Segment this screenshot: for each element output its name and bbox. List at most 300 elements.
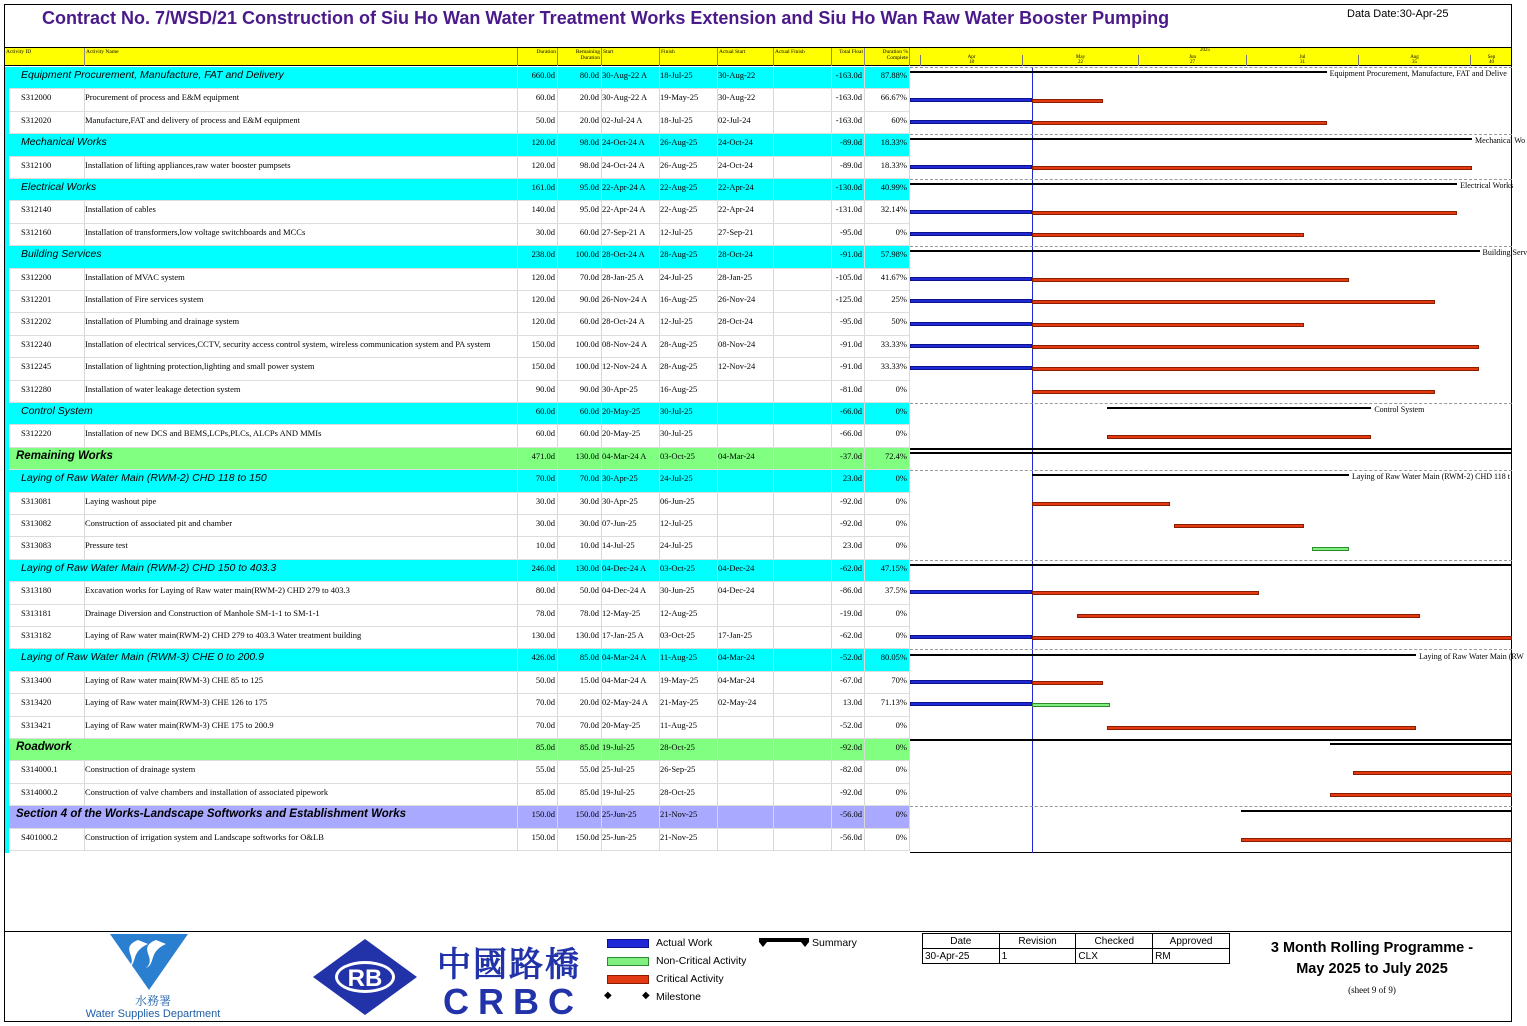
cell-rem: 95.0d [558, 201, 602, 223]
legend-critical-swatch [607, 975, 649, 984]
gantt-bar-critical[interactable] [1032, 211, 1457, 215]
cell-start: 25-Jun-25 [602, 829, 660, 851]
cell-rem: 85.0d [558, 784, 602, 806]
group-row[interactable] [5, 67, 910, 89]
cell-id: S313181 [21, 605, 85, 627]
cell-id: S312220 [21, 425, 85, 447]
month-jun: Jun 27 [1138, 55, 1246, 66]
cell-name: Installation of lightning protection,lighting and small power system [85, 358, 518, 380]
gantt-bar-critical[interactable] [1330, 793, 1512, 797]
activity-row[interactable] [5, 89, 910, 111]
gantt-bar-critical[interactable] [1174, 524, 1305, 528]
col-activity-id[interactable]: Activity ID [5, 48, 85, 66]
cell-id: S312280 [21, 381, 85, 403]
activity-row[interactable] [5, 381, 910, 403]
cell-af [774, 179, 832, 201]
cell-af [774, 784, 832, 806]
cell-tf: -163.0d [832, 67, 865, 89]
cell-as [718, 493, 774, 515]
activity-row[interactable] [5, 269, 910, 291]
activity-row[interactable] [5, 582, 910, 604]
month-apr: Apr 18 [920, 55, 1022, 66]
gantt-bar-actual[interactable] [910, 635, 1032, 639]
cell-as: 24-Oct-24 [718, 157, 774, 179]
group-row[interactable] [5, 448, 910, 470]
cell-as [718, 784, 774, 806]
cell-af [774, 493, 832, 515]
activity-row[interactable] [5, 672, 910, 694]
table-header [5, 47, 910, 66]
cell-af [774, 515, 832, 537]
cell-tf: -66.0d [832, 403, 865, 425]
gantt-bar-critical[interactable] [1032, 345, 1480, 349]
cell-finish: 19-May-25 [660, 89, 718, 111]
col-start[interactable]: Start [602, 48, 660, 66]
gantt-bar-critical[interactable] [1241, 838, 1512, 842]
cell-name: Construction of drainage system [85, 761, 518, 783]
wsd-emblem-icon [78, 934, 228, 992]
gantt-summary-label: Equipment Procurement, Manufacture, FAT and Delive [1329, 69, 1507, 79]
cell-dur: 150.0d [518, 829, 558, 851]
cell-finish: 18-Jul-25 [660, 67, 718, 89]
cell-tf: -95.0d [832, 313, 865, 335]
cell-start: 20-May-25 [602, 403, 660, 425]
gantt-bar-actual[interactable] [910, 366, 1032, 370]
activity-row[interactable] [5, 694, 910, 716]
cell-id: S313083 [21, 537, 85, 559]
cell-rem: 10.0d [558, 537, 602, 559]
cell-rem: 80.0d [558, 67, 602, 89]
gantt-summary-bar[interactable] [910, 452, 1512, 454]
cell-start: 28-Oct-24 A [602, 313, 660, 335]
gantt-grid-line [910, 246, 1512, 247]
activity-row[interactable] [5, 784, 910, 806]
cell-id: S312240 [21, 336, 85, 358]
sheet-number: (sheet 9 of 9) [1348, 985, 1396, 995]
cell-pc: 60% [865, 112, 910, 134]
gantt-bar-actual[interactable] [910, 120, 1032, 124]
cell-start: 30-Apr-25 [602, 493, 660, 515]
cell-start: 24-Oct-24 A [602, 157, 660, 179]
cell-rem: 60.0d [558, 224, 602, 246]
cell-rem: 130.0d [558, 560, 602, 582]
cell-id: S312202 [21, 313, 85, 335]
cell-pc: 66.67% [865, 89, 910, 111]
gantt-bar-critical[interactable] [1032, 121, 1327, 125]
gantt-bar-critical[interactable] [1032, 636, 1512, 640]
activity-row[interactable] [5, 761, 910, 783]
col-pct-complete[interactable]: Duration % Complete [865, 48, 910, 66]
cell-start: 20-May-25 [602, 717, 660, 739]
group-row[interactable] [5, 649, 910, 671]
cell-pc: 71.13% [865, 694, 910, 716]
cell-name: Control System [21, 403, 518, 425]
cell-finish: 12-Jul-25 [660, 224, 718, 246]
cell-start: 19-Jul-25 [602, 739, 660, 761]
activity-row[interactable] [5, 493, 910, 515]
cell-id: S314000.2 [21, 784, 85, 806]
cell-name: Laying of Raw water main(RWM-3) CHE 175 to 200.9 [85, 717, 518, 739]
gantt-bar-critical[interactable] [1032, 367, 1480, 371]
cell-af [774, 201, 832, 223]
gantt-bar-critical[interactable] [1032, 323, 1304, 327]
wsd-english-name: Water Supplies Department [85, 1008, 221, 1020]
col-duration[interactable]: Duration [518, 48, 558, 66]
activity-row[interactable] [5, 425, 910, 447]
cell-af [774, 403, 832, 425]
cell-id: S313081 [21, 493, 85, 515]
cell-af [774, 829, 832, 851]
cell-as: 12-Nov-24 [718, 358, 774, 380]
gantt-bar-actual[interactable] [910, 322, 1032, 326]
gantt-bar-actual[interactable] [910, 702, 1032, 706]
cell-start: 27-Sep-21 A [602, 224, 660, 246]
gantt-summary-bar[interactable] [910, 654, 1416, 656]
cell-finish: 22-Aug-25 [660, 201, 718, 223]
gantt-summary-label: Mechanical Wo [1475, 136, 1526, 146]
col-total-float[interactable]: Total Float [832, 48, 865, 66]
cell-name: Roadwork [16, 739, 518, 761]
gantt-summary-bar[interactable] [1241, 810, 1512, 812]
activity-row[interactable] [5, 201, 910, 223]
cell-as: 28-Jan-25 [718, 269, 774, 291]
gantt-bar-critical[interactable] [1032, 300, 1435, 304]
gantt-bar-critical[interactable] [1032, 278, 1349, 282]
cell-finish: 26-Sep-25 [660, 761, 718, 783]
cell-finish: 26-Aug-25 [660, 157, 718, 179]
gantt-grid-line [910, 403, 1512, 404]
gantt-bar-noncritical[interactable] [1312, 547, 1349, 551]
cell-tf: -56.0d [832, 829, 865, 851]
cell-af [774, 605, 832, 627]
col-finish[interactable]: Finish [660, 48, 718, 66]
cell-rem: 78.0d [558, 605, 602, 627]
activity-row[interactable] [5, 829, 910, 851]
cell-af [774, 717, 832, 739]
gantt-bar-critical[interactable] [1077, 614, 1420, 618]
legend-actual: Actual Work [656, 937, 713, 949]
cell-dur: 150.0d [518, 336, 558, 358]
cell-tf: -92.0d [832, 515, 865, 537]
cell-pc: 0% [865, 470, 910, 492]
col-activity-name[interactable]: Activity Name [85, 48, 518, 66]
gantt-bar-actual[interactable] [910, 210, 1032, 214]
cell-id: S401000.2 [21, 829, 85, 851]
legend-summary-icon [759, 938, 809, 948]
cell-dur: 50.0d [518, 112, 558, 134]
cell-finish: 16-Aug-25 [660, 291, 718, 313]
cell-af [774, 291, 832, 313]
cell-dur: 120.0d [518, 157, 558, 179]
activity-row[interactable] [5, 112, 910, 134]
cell-tf: -89.0d [832, 134, 865, 156]
activity-row[interactable] [5, 537, 910, 559]
gantt-bar-critical[interactable] [1032, 99, 1103, 103]
cell-as: 30-Aug-22 [718, 67, 774, 89]
cell-dur: 70.0d [518, 470, 558, 492]
col-actual-start[interactable]: Actual Start [718, 48, 774, 66]
cell-rem: 60.0d [558, 403, 602, 425]
cell-tf: -92.0d [832, 739, 865, 761]
cell-dur: 60.0d [518, 89, 558, 111]
cell-rem: 70.0d [558, 269, 602, 291]
cell-rem: 60.0d [558, 425, 602, 447]
cell-pc: 0% [865, 515, 910, 537]
gantt-summary-label: Laying of Raw Water Main (RW [1419, 651, 1524, 661]
cell-tf: -92.0d [832, 493, 865, 515]
gantt-bar-noncritical[interactable] [1032, 703, 1110, 707]
cell-start: 22-Apr-24 A [602, 201, 660, 223]
gantt-summary-bar[interactable] [910, 71, 1327, 73]
col-remaining[interactable]: Remaining Duration [558, 48, 602, 66]
cell-finish: 21-Nov-25 [660, 806, 718, 828]
gantt-summary-bar[interactable] [910, 564, 1512, 566]
legend-milestone: Milestone [656, 991, 701, 1003]
gantt-bar-actual[interactable] [910, 680, 1032, 684]
cell-name: Manufacture,FAT and delivery of process and E&M equipment [85, 112, 518, 134]
year-label: 2025 [1200, 48, 1210, 53]
cell-start: 30-Apr-25 [602, 381, 660, 403]
group-row[interactable] [5, 246, 910, 268]
activity-row[interactable] [5, 313, 910, 335]
cell-name: Laying of Raw Water Main (RWM-2) CHD 150 to 403.3 [21, 560, 518, 582]
cell-as [718, 761, 774, 783]
cell-pc: 33.33% [865, 336, 910, 358]
gantt-bar-critical[interactable] [1032, 591, 1260, 595]
gantt-summary-bar[interactable] [910, 138, 1472, 140]
cell-dur: 660.0d [518, 67, 558, 89]
gantt-grid-line [910, 179, 1512, 180]
activity-row[interactable] [5, 627, 910, 649]
gantt-summary-bar[interactable] [1032, 474, 1349, 476]
cell-start: 22-Apr-24 A [602, 179, 660, 201]
cell-af [774, 313, 832, 335]
cell-af [774, 448, 832, 470]
cell-pc: 0% [865, 605, 910, 627]
cell-dur: 78.0d [518, 605, 558, 627]
cell-as: 30-Aug-22 [718, 89, 774, 111]
activity-row[interactable] [5, 515, 910, 537]
cell-finish: 24-Jul-25 [660, 269, 718, 291]
cell-as: 04-Mar-24 [718, 672, 774, 694]
gantt-bar-actual[interactable] [910, 277, 1032, 281]
cell-as: 22-Apr-24 [718, 179, 774, 201]
group-row[interactable] [5, 470, 910, 492]
cell-rem: 150.0d [558, 829, 602, 851]
cell-rem: 85.0d [558, 649, 602, 671]
cell-rem: 60.0d [558, 313, 602, 335]
cell-pc: 0% [865, 784, 910, 806]
cell-tf: -91.0d [832, 358, 865, 380]
cell-dur: 30.0d [518, 224, 558, 246]
cell-start: 28-Oct-24 A [602, 246, 660, 268]
cell-af [774, 806, 832, 828]
cell-id: S313420 [21, 694, 85, 716]
gantt-bar-actual[interactable] [910, 344, 1032, 348]
cell-start: 12-May-25 [602, 605, 660, 627]
activity-row[interactable] [5, 291, 910, 313]
gantt-bar-critical[interactable] [1353, 771, 1512, 775]
cell-tf: -62.0d [832, 560, 865, 582]
cell-pc: 18.33% [865, 157, 910, 179]
gantt-bar-critical[interactable] [1032, 502, 1170, 506]
programme-line1: 3 Month Rolling Programme - [1270, 940, 1474, 956]
cell-finish: 28-Aug-25 [660, 336, 718, 358]
rev-checked: CLX [1076, 949, 1153, 964]
cell-name: Section 4 of the Works-Landscape Softworks and Establishment Works [16, 806, 518, 828]
cell-rem: 70.0d [558, 717, 602, 739]
cell-dur: 60.0d [518, 425, 558, 447]
activity-row[interactable] [5, 157, 910, 179]
cell-as [718, 515, 774, 537]
activity-row[interactable] [5, 336, 910, 358]
cell-pc: 0% [865, 224, 910, 246]
cell-dur: 120.0d [518, 269, 558, 291]
cell-pc: 50% [865, 313, 910, 335]
cell-name: Installation of Fire services system [85, 291, 518, 313]
group-row[interactable] [5, 560, 910, 582]
cell-name: Laying washout pipe [85, 493, 518, 515]
cell-as [718, 739, 774, 761]
cell-tf: -19.0d [832, 605, 865, 627]
cell-finish: 03-Oct-25 [660, 448, 718, 470]
cell-af [774, 336, 832, 358]
cell-start: 25-Jul-25 [602, 761, 660, 783]
cell-tf: -52.0d [832, 717, 865, 739]
cell-dur: 471.0d [518, 448, 558, 470]
cell-pc: 0% [865, 829, 910, 851]
cell-rem: 150.0d [558, 806, 602, 828]
cell-dur: 120.0d [518, 134, 558, 156]
cell-dur: 150.0d [518, 358, 558, 380]
group-row[interactable] [5, 806, 910, 828]
cell-pc: 18.33% [865, 134, 910, 156]
cell-as: 02-May-24 [718, 694, 774, 716]
cell-finish: 28-Aug-25 [660, 246, 718, 268]
cell-tf: -92.0d [832, 784, 865, 806]
cell-tf: -89.0d [832, 157, 865, 179]
cell-pc: 33.33% [865, 358, 910, 380]
cell-tf: -86.0d [832, 582, 865, 604]
cell-name: Construction of irrigation system and Landscape softworks for O&LB [85, 829, 518, 851]
gantt-summary-bar[interactable] [910, 183, 1457, 185]
cell-start: 12-Nov-24 A [602, 358, 660, 380]
cell-start: 14-Jul-25 [602, 537, 660, 559]
legend-milestone-icon-2: ◆ [642, 990, 650, 1001]
rev-approved: RM [1153, 949, 1230, 964]
cell-name: Installation of transformers,low voltage switchboards and MCCs [85, 224, 518, 246]
activity-row[interactable] [5, 358, 910, 380]
gantt-summary-bar[interactable] [1107, 407, 1372, 409]
month-aug: Aug 35 [1358, 55, 1470, 66]
group-strip [5, 67, 9, 853]
rb-diamond-icon [311, 937, 419, 1017]
cell-af [774, 67, 832, 89]
activity-row[interactable] [5, 717, 910, 739]
gantt-bar-critical[interactable] [1032, 166, 1472, 170]
cell-id: S312100 [21, 157, 85, 179]
gantt-summary-bar[interactable] [910, 250, 1480, 252]
cell-start: 26-Nov-24 A [602, 291, 660, 313]
gantt-bar-critical[interactable] [1032, 233, 1304, 237]
cell-finish: 26-Aug-25 [660, 134, 718, 156]
cell-rem: 20.0d [558, 89, 602, 111]
gantt-bar-critical[interactable] [1032, 390, 1435, 394]
cell-dur: 30.0d [518, 493, 558, 515]
cell-dur: 426.0d [518, 649, 558, 671]
cell-finish: 03-Oct-25 [660, 560, 718, 582]
cell-dur: 50.0d [518, 672, 558, 694]
gantt-bar-actual[interactable] [910, 165, 1032, 169]
cell-af [774, 425, 832, 447]
cell-name: Laying of Raw water main(RWM-2) CHD 279 to 403.3 Water treatment building [85, 627, 518, 649]
cell-as: 28-Oct-24 [718, 313, 774, 335]
cell-finish: 21-May-25 [660, 694, 718, 716]
cell-af [774, 739, 832, 761]
rev-head-approved: Approved [1153, 934, 1230, 949]
cell-finish: 30-Jul-25 [660, 403, 718, 425]
rev-date: 30-Apr-25 [923, 949, 1000, 964]
group-row[interactable] [5, 179, 910, 201]
cell-tf: -105.0d [832, 269, 865, 291]
gantt-bar-critical[interactable] [1032, 681, 1103, 685]
cell-rem: 100.0d [558, 336, 602, 358]
cell-pc: 0% [865, 425, 910, 447]
cell-rem: 20.0d [558, 112, 602, 134]
data-date: Data Date:30-Apr-25 [1347, 8, 1449, 20]
gantt-bar-actual[interactable] [910, 590, 1032, 594]
gantt-grid-line [910, 739, 1512, 741]
gantt-summary-bar[interactable] [1330, 743, 1512, 745]
gantt-summary-label: Building Serv [1482, 248, 1527, 258]
cell-name: Building Services [21, 246, 518, 268]
gantt-bar-actual[interactable] [910, 232, 1032, 236]
activity-row[interactable] [5, 224, 910, 246]
cell-rem: 30.0d [558, 493, 602, 515]
cell-tf: -82.0d [832, 761, 865, 783]
cell-dur: 238.0d [518, 246, 558, 268]
cell-tf: -81.0d [832, 381, 865, 403]
gantt-bar-critical[interactable] [1107, 435, 1372, 439]
legend-actual-swatch [607, 939, 649, 948]
gantt-bar-critical[interactable] [1107, 726, 1417, 730]
activity-row[interactable] [5, 605, 910, 627]
cell-finish: 22-Aug-25 [660, 179, 718, 201]
rev-head-date: Date [923, 934, 1000, 949]
cell-dur: 85.0d [518, 739, 558, 761]
cell-finish: 11-Aug-25 [660, 649, 718, 671]
cell-name: Excavation works for Laying of Raw water main(RWM-2) CHD 279 to 403.3 [85, 582, 518, 604]
month-sep: Sep 40 [1470, 55, 1512, 66]
group-row[interactable] [5, 403, 910, 425]
cell-start: 28-Jan-25 A [602, 269, 660, 291]
gantt-bar-actual[interactable] [910, 299, 1032, 303]
cell-rem: 20.0d [558, 694, 602, 716]
cell-tf: -67.0d [832, 672, 865, 694]
cell-finish: 06-Jun-25 [660, 493, 718, 515]
cell-as: 27-Sep-21 [718, 224, 774, 246]
cell-tf: 23.0d [832, 537, 865, 559]
group-row[interactable] [5, 134, 910, 156]
rev-head-checked: Checked [1076, 934, 1153, 949]
cell-pc: 40.99% [865, 179, 910, 201]
group-row[interactable] [5, 739, 910, 761]
gantt-bar-actual[interactable] [910, 98, 1032, 102]
col-actual-finish[interactable]: Actual Finish [774, 48, 832, 66]
cell-dur: 246.0d [518, 560, 558, 582]
cell-name: Laying of Raw Water Main (RWM-2) CHD 118 to 150 [21, 470, 518, 492]
cell-finish: 18-Jul-25 [660, 112, 718, 134]
